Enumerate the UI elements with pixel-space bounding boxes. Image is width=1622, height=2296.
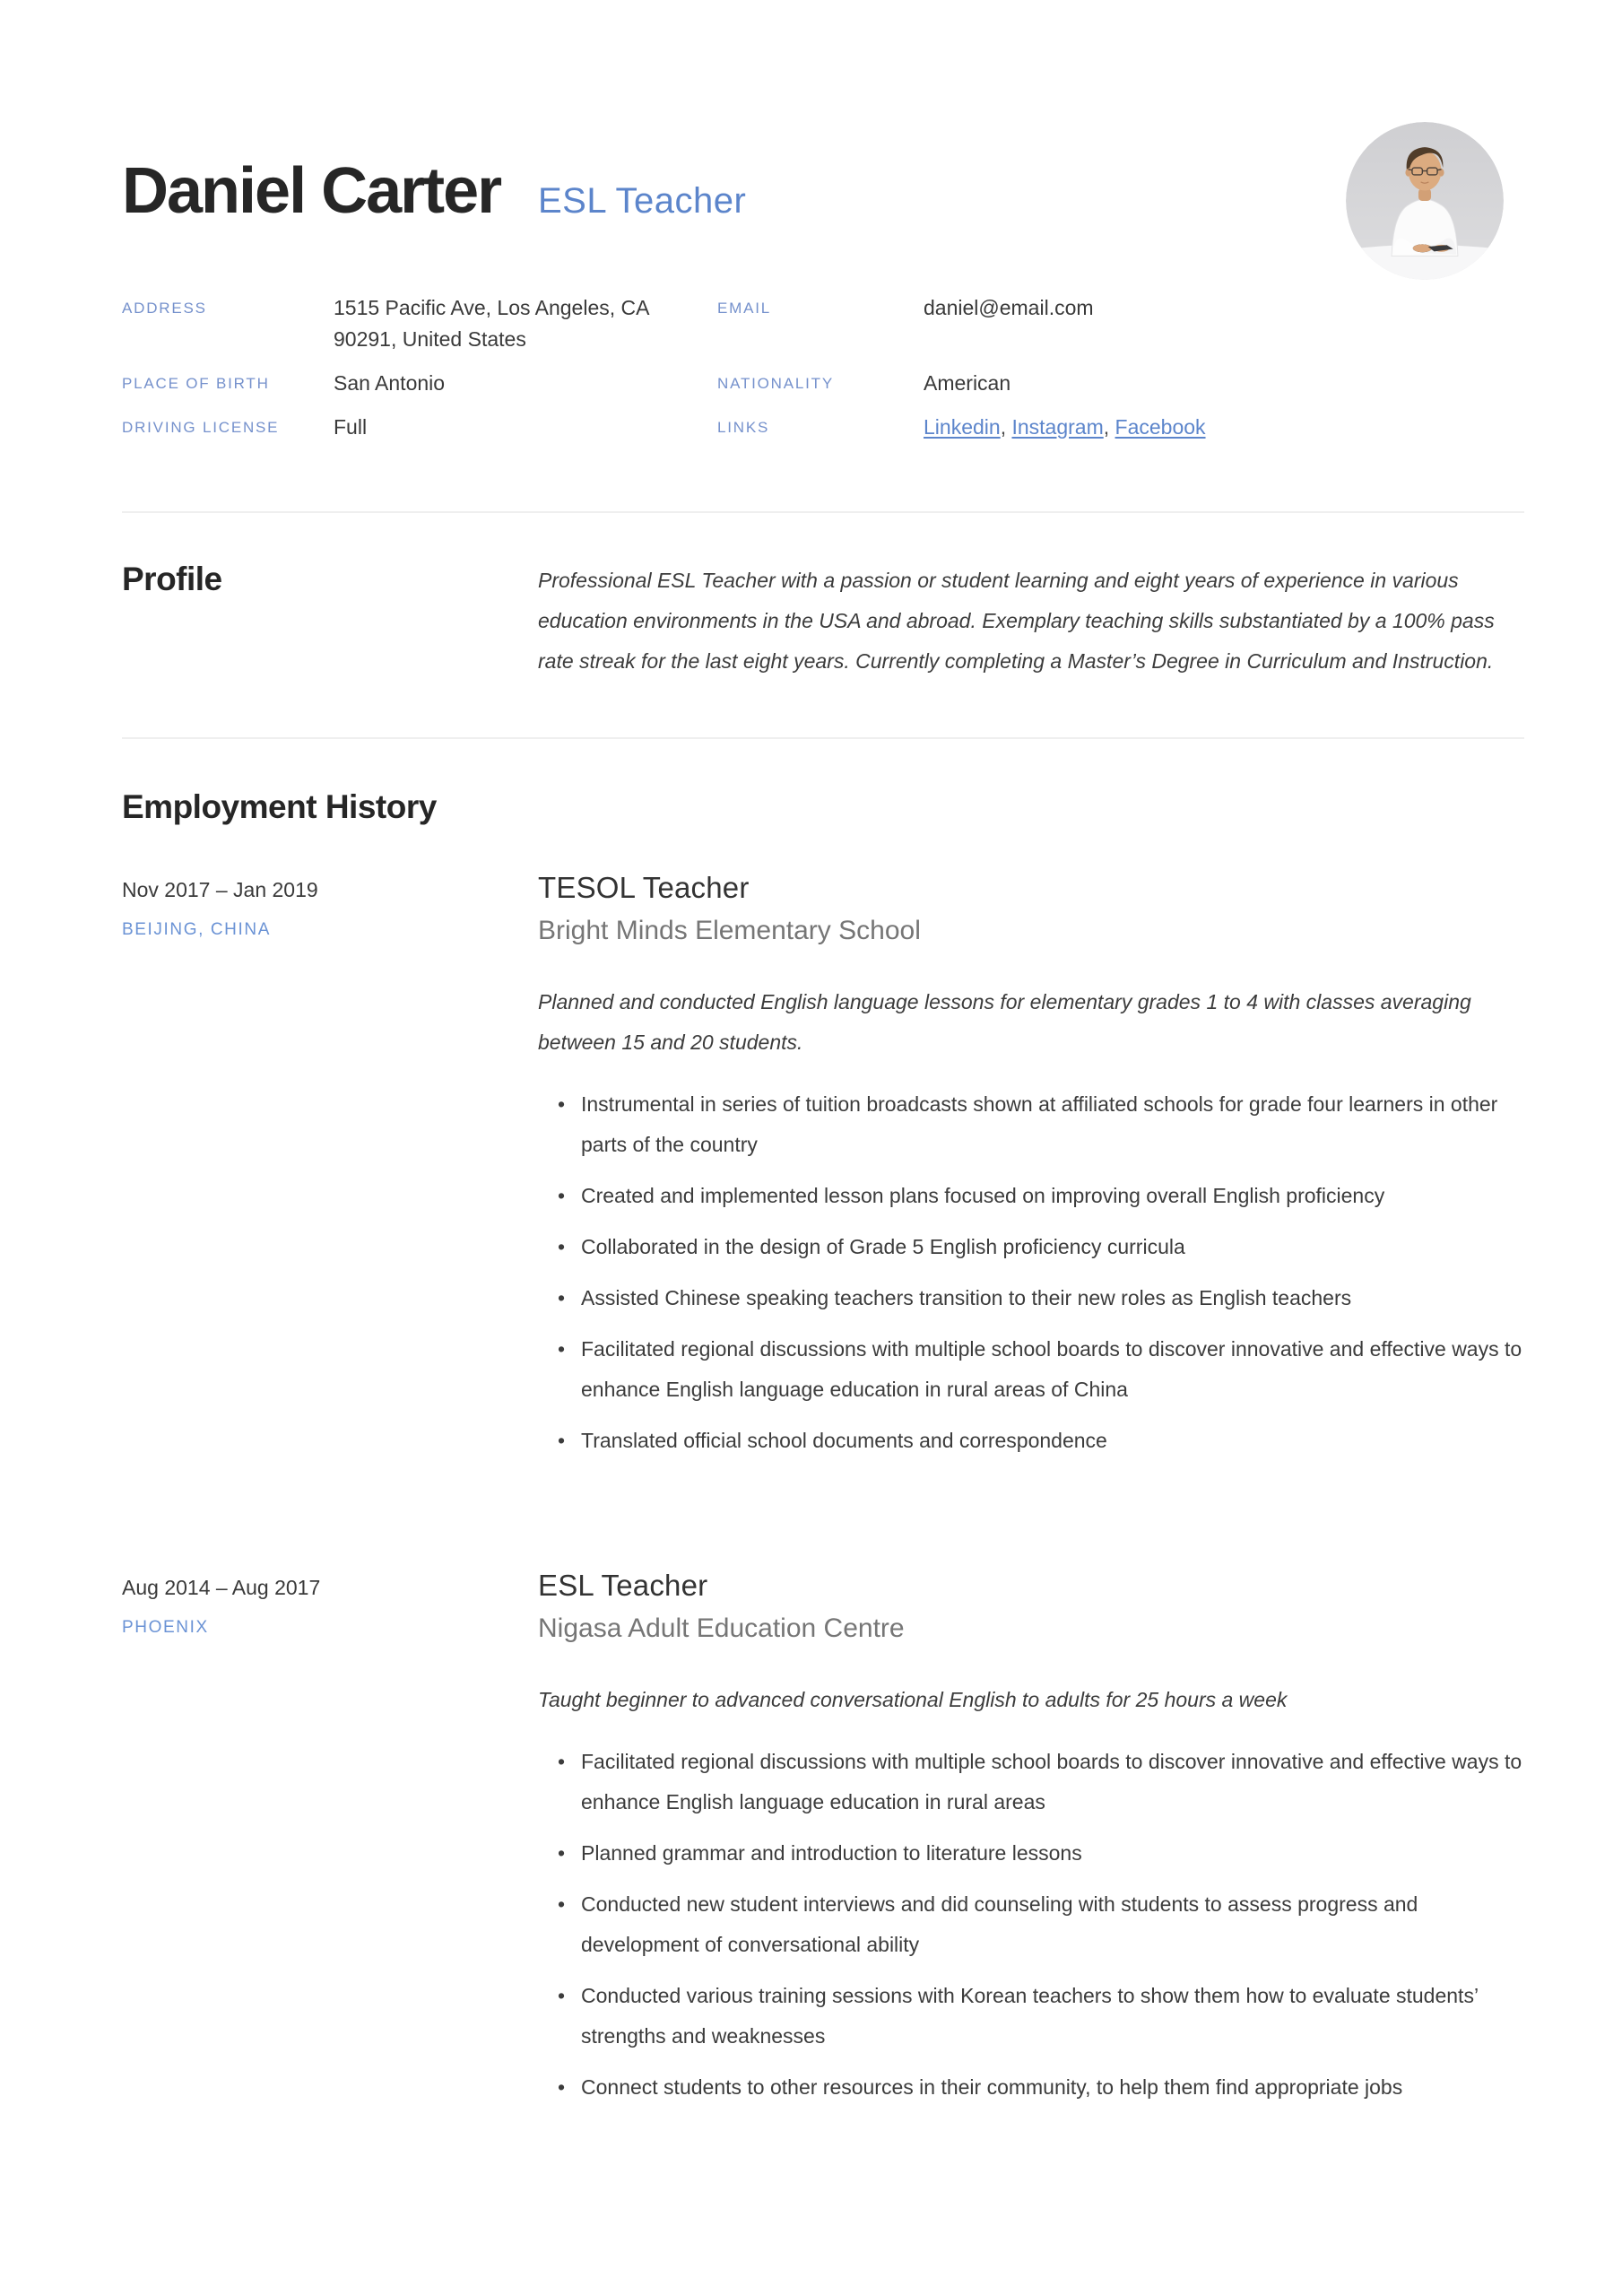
instagram-link[interactable]: Instagram xyxy=(1011,415,1104,439)
links-value xyxy=(924,412,1524,443)
job-title: TESOL Teacher xyxy=(538,871,750,904)
place-of-birth-value: San Antonio xyxy=(334,371,446,395)
employment-section xyxy=(122,788,1524,2118)
bullet-item: • Connect students to other resources in their community, to help them find appropriate jobs xyxy=(538,2067,1524,2108)
address-value: 1515 Pacific Ave, Los Angeles, CA 90291, United States xyxy=(334,296,649,351)
bullet-item: • Conducted new student interviews and did counseling with students to assess progress and development of conversational ability xyxy=(538,1884,1524,1965)
job-location: BEIJING, CHINA xyxy=(122,920,271,939)
place-of-birth-label: PLACE OF BIRTH xyxy=(122,375,270,392)
bullet-item: • Created and implemented lesson plans focused on improving overall English proficiency xyxy=(538,1176,1524,1216)
job-body xyxy=(538,871,1524,1472)
header xyxy=(122,0,1524,228)
bullet-item: • Instrumental in series of tuition broadcasts shown at affiliated schools for grade four learners in other parts of the country xyxy=(538,1084,1524,1165)
facebook-link[interactable]: Facebook xyxy=(1115,415,1206,439)
driving-license-value: Full xyxy=(334,415,368,439)
profile-photo-illustration xyxy=(1346,122,1504,280)
employment-heading: Employment History xyxy=(122,788,437,825)
profile-text: Professional ESL Teacher with a passion or student learning and eight years of experience in various education environments in the USA and abroad. Exemplary teaching skills substantiated by a 100% pass rate streak for the last eight years. Currently completing a Master’s Degree in Curriculum and Instruction. xyxy=(538,569,1495,673)
job-summary: Planned and conducted English language lessons for elementary grades 1 to 4 with classes averaging between 15 and 20 students. xyxy=(538,990,1471,1054)
job-entry xyxy=(122,871,1524,1472)
job-title: ESL Teacher xyxy=(538,1569,708,1602)
driving-license-label: DRIVING LICENSE xyxy=(122,419,280,436)
job-body xyxy=(538,1569,1524,2118)
email-value: daniel@email.com xyxy=(924,296,1094,319)
job-summary: Taught beginner to advanced conversational English to adults for 25 hours a week xyxy=(538,1688,1288,1711)
bullet-item: • Translated official school documents and correspondence xyxy=(538,1421,1524,1461)
bullet-item: • Planned grammar and introduction to literature lessons xyxy=(538,1833,1524,1874)
job-dates: Nov 2017 – Jan 2019 xyxy=(122,878,318,901)
nationality-label: NATIONALITY xyxy=(717,375,835,392)
bullet-item: • Facilitated regional discussions with multiple school boards to discover innovative and effective ways to enhance English language education in rural areas xyxy=(538,1742,1524,1822)
links-label: LINKS xyxy=(717,419,770,436)
address-label: ADDRESS xyxy=(122,300,207,317)
profile-section xyxy=(122,561,1524,682)
bullet-item: • Assisted Chinese speaking teachers transition to their new roles as English teachers xyxy=(538,1278,1524,1318)
linkedin-link[interactable]: Linkedin xyxy=(924,415,1001,439)
job-location: PHOENIX xyxy=(122,1618,209,1637)
bullet-item: • Collaborated in the design of Grade 5 English proficiency curricula xyxy=(538,1227,1524,1267)
divider xyxy=(122,737,1524,739)
divider xyxy=(122,511,1524,513)
bullet-item: • Conducted various training sessions with Korean teachers to show them how to evaluate students’ strengths and weaknesses xyxy=(538,1976,1524,2057)
contact-details xyxy=(122,292,1524,443)
nationality-value: American xyxy=(924,371,1011,395)
profile-heading: Profile xyxy=(122,561,222,597)
job-company: Bright Minds Elementary School xyxy=(538,916,921,945)
profile-photo xyxy=(1346,122,1504,280)
job-bullet-list xyxy=(538,1084,1524,1461)
person-job-title: ESL Teacher xyxy=(538,181,747,221)
bullet-item: • Facilitated regional discussions with multiple school boards to discover innovative and effective ways to enhance English language education in rural areas of China xyxy=(538,1329,1524,1410)
job-dates: Aug 2014 – Aug 2017 xyxy=(122,1576,321,1599)
job-meta xyxy=(122,871,538,1472)
link-separator: , xyxy=(1103,415,1115,439)
link-separator: , xyxy=(1000,415,1012,439)
job-bullet-list xyxy=(538,1742,1524,2108)
job-entry xyxy=(122,1569,1524,2118)
job-meta xyxy=(122,1569,538,2118)
job-company: Nigasa Adult Education Centre xyxy=(538,1613,905,1643)
person-name: Daniel Carter xyxy=(122,155,501,227)
email-label: EMAIL xyxy=(717,300,772,317)
